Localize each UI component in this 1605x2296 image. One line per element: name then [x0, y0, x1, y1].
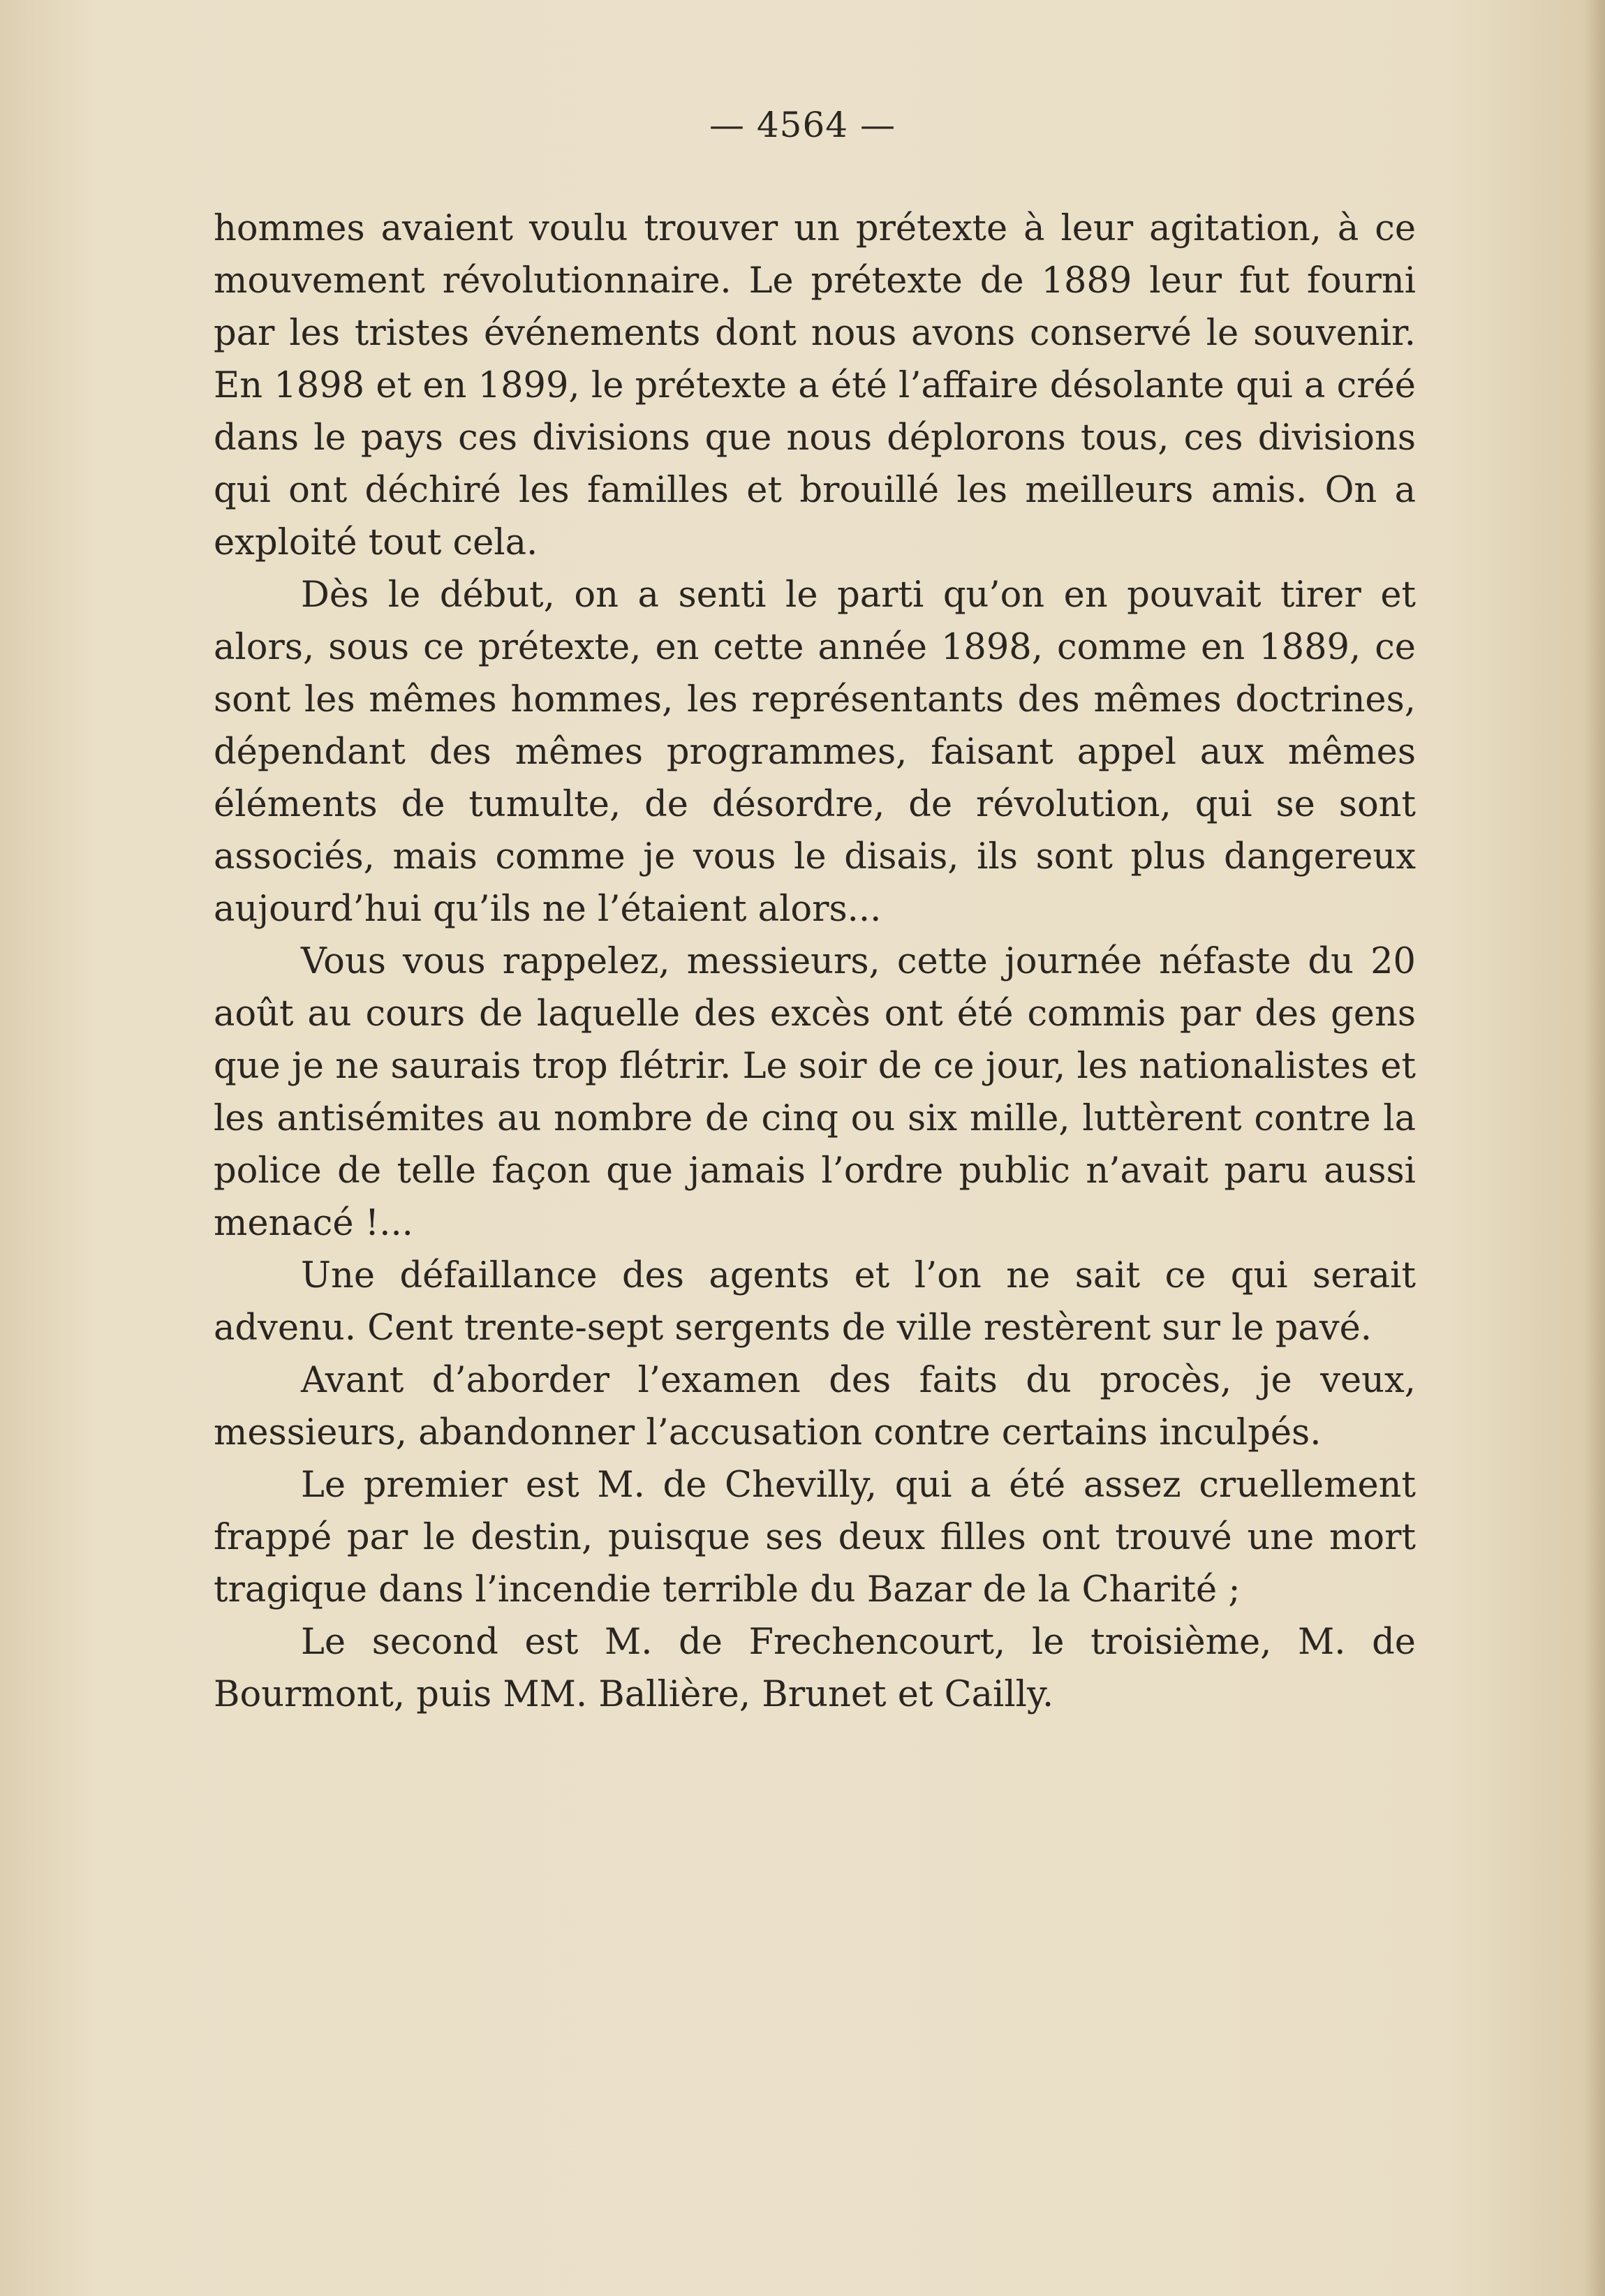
- body-text: [214, 202, 1416, 1721]
- paragraph-2: Dès le début, on a senti le parti qu’on en pouvait tirer et alors, sous ce prétexte, en cette année 1898, comme en 1889, ce sont les mêmes hommes, les représentants des mêmes doctrines, dépendant des mêmes programmes, faisant appel aux mêmes éléments de tumulte, de désordre, de révolution, qui se sont associés, mais comme je vous le disais, ils sont plus dangereux aujourd’hui qu’ils ne l’étaient alors...: [214, 575, 1416, 930]
- paragraph-6: Le premier est M. de Chevilly, qui a été assez cruellement frappé par le destin, puisque ses deux filles ont trouvé une mort tragique dans l’incendie terrible du Bazar de la Charité ;: [214, 1465, 1416, 1610]
- paragraph-5: Avant d’aborder l’examen des faits du procès, je veux, messieurs, abandonner l’accusation contre certains inculpés.: [214, 1360, 1416, 1453]
- page-edge-shadow: [1584, 0, 1605, 2296]
- paragraph-7: Le second est M. de Frechencourt, le troisième, M. de Bourmont, puis MM. Ballière, Brunet et Cailly.: [214, 1622, 1416, 1715]
- paragraph-1: hommes avaient voulu trouver un prétexte à leur agitation, à ce mouvement révolutionnaire. Le prétexte de 1889 leur fut fourni par les tristes événements dont nous avons conservé le souvenir. En 1898 et en 1899, le prétexte a été l’affaire désolante qui a créé dans le pays ces divisions que nous déplorons tous, ces divisions qui ont déchiré les familles et brouillé les meilleurs amis. On a exploité tout cela.: [214, 208, 1416, 563]
- page-number: — 4564 —: [709, 105, 896, 145]
- paragraph-4: Une défaillance des agents et l’on ne sait ce qui serait advenu. Cent trente-sept sergents de ville restèrent sur le pavé.: [214, 1255, 1416, 1349]
- paragraph-3: Vous vous rappelez, messieurs, cette journée néfaste du 20 août au cours de laquelle des excès ont été commis par des gens que je ne saurais trop flétrir. Le soir de ce jour, les nationalistes et les antisémites au nombre de cinq ou six mille, luttèrent contre la police de telle façon que jamais l’ordre public n’avait paru aussi menacé !...: [214, 941, 1416, 1244]
